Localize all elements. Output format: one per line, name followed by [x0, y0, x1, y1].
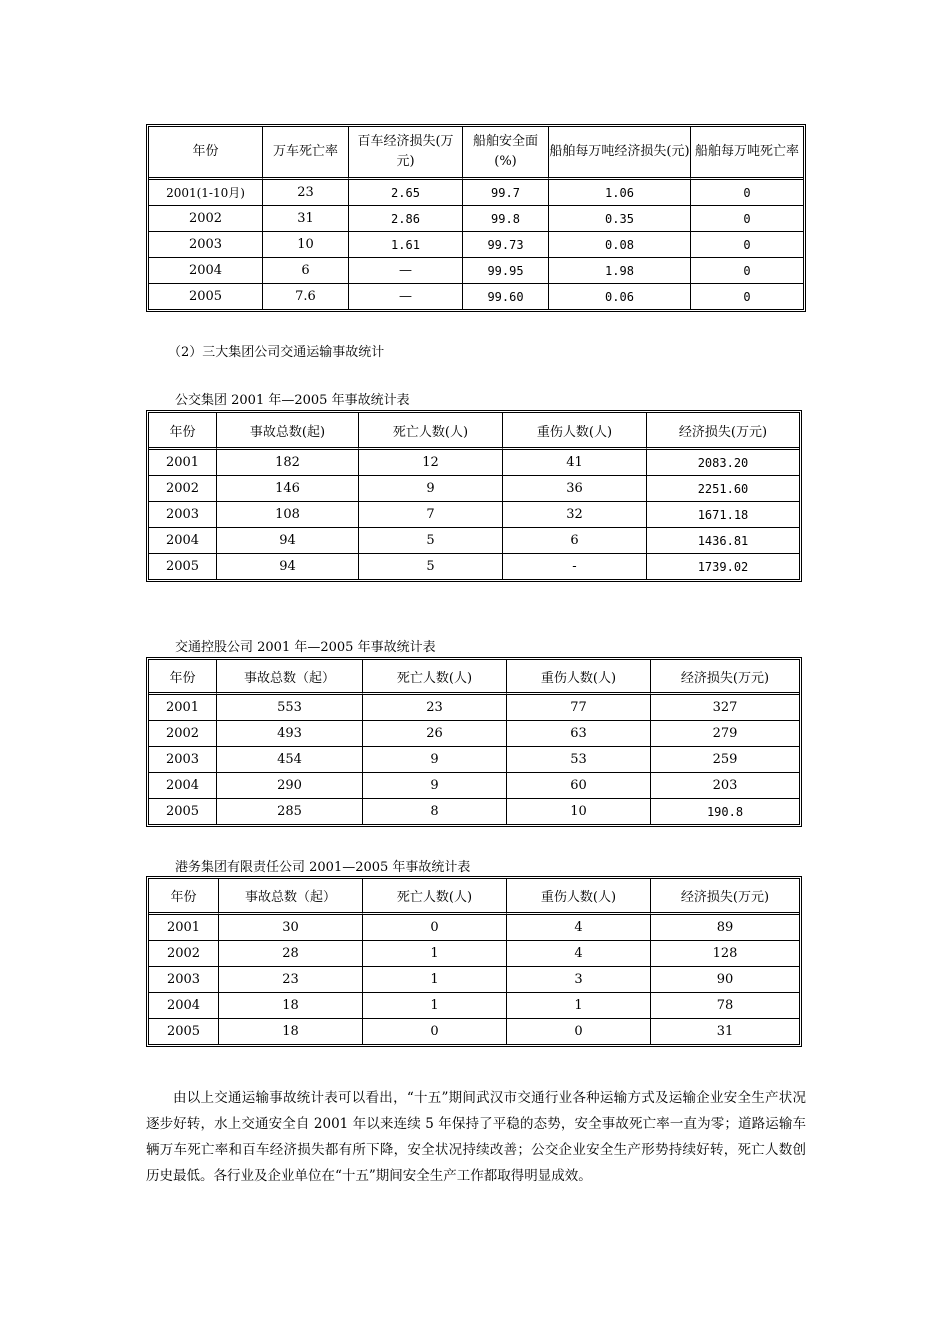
column-header: 事故总数（起） — [217, 660, 363, 695]
port-group-accident-table — [146, 876, 802, 1047]
table-cell: 99.60 — [463, 284, 549, 309]
table-row — [149, 941, 799, 967]
table-caption: 港务集团有限责任公司 2001—2005 年事故统计表 — [175, 860, 471, 875]
table-cell: 2005 — [149, 554, 217, 579]
table-cell: 2005 — [149, 1019, 219, 1044]
table-cell: 2001 — [149, 915, 219, 941]
table-cell: 259 — [651, 747, 799, 773]
table-row — [149, 284, 803, 309]
table-cell: 2004 — [149, 258, 263, 284]
table-row — [149, 747, 799, 773]
table-cell: 7 — [359, 502, 503, 528]
table-cell: 2251.60 — [647, 476, 799, 502]
column-header: 经济损失(万元) — [651, 660, 799, 695]
table-row — [149, 206, 803, 232]
table-cell: 5 — [359, 554, 503, 579]
table-cell: 10 — [263, 232, 349, 258]
table-cell: 1 — [507, 993, 651, 1019]
column-header: 万车死亡率 — [263, 127, 349, 180]
table-cell: - — [503, 554, 647, 579]
table-row — [149, 476, 799, 502]
table-cell: 182 — [217, 450, 359, 476]
table-cell: 2.65 — [349, 180, 463, 206]
table-cell: 18 — [219, 1019, 363, 1044]
table-cell: 0 — [691, 258, 803, 284]
table-cell: 8 — [363, 799, 507, 824]
table-cell: 1.06 — [549, 180, 691, 206]
table-cell: 89 — [651, 915, 799, 941]
table-cell: 31 — [716, 1024, 734, 1039]
table-header-row — [149, 660, 799, 695]
table-cell: 290 — [217, 773, 363, 799]
table-cell: 2004 — [149, 773, 217, 799]
table-cell: 553 — [217, 695, 363, 721]
table-row — [149, 799, 799, 824]
table-cell: 1 — [363, 941, 507, 967]
table-cell: 0 — [691, 206, 803, 232]
table-cell: 9 — [359, 476, 503, 502]
table-cell: 0 — [743, 289, 751, 304]
table-cell: 3 — [507, 967, 651, 993]
table-row — [149, 258, 803, 284]
column-header: 船舶每万吨死亡率 — [691, 127, 803, 180]
table-cell: 2.86 — [349, 206, 463, 232]
table-cell: 0 — [691, 232, 803, 258]
table-cell: 32 — [503, 502, 647, 528]
table-cell: 99.95 — [463, 258, 549, 284]
table-cell: 31 — [263, 206, 349, 232]
table-row — [149, 450, 799, 476]
table-header-row — [149, 879, 799, 915]
table-cell: 26 — [363, 721, 507, 747]
column-header: 百车经济损失(万元) — [349, 127, 463, 180]
table-cell: 2004 — [149, 528, 217, 554]
table-cell: 6 — [263, 258, 349, 284]
column-header: 年份 — [149, 413, 217, 450]
table-cell: 23 — [219, 967, 363, 993]
table-cell: 2001(1-10月) — [149, 180, 263, 206]
table-cell: 2002 — [149, 476, 217, 502]
table-cell: 77 — [507, 695, 651, 721]
table-cell: 2003 — [149, 747, 217, 773]
table-cell: 0 — [363, 915, 507, 941]
table-row — [149, 1019, 799, 1044]
table-row — [149, 232, 803, 258]
table-cell: 94 — [217, 528, 359, 554]
bus-group-accident-table — [146, 410, 802, 582]
table-cell: 7.6 — [263, 284, 349, 309]
table-cell: 4 — [507, 915, 651, 941]
column-header: 经济损失(万元) — [647, 413, 799, 450]
table-row — [149, 993, 799, 1019]
table-row — [149, 554, 799, 579]
table-header-row — [149, 413, 799, 450]
table-cell: 1.61 — [349, 232, 463, 258]
section-heading: （2）三大集团公司交通运输事故统计 — [168, 345, 385, 360]
table-cell: 454 — [217, 747, 363, 773]
table-cell: 53 — [507, 747, 651, 773]
table-cell: 23 — [263, 180, 349, 206]
table-cell: 1739.02 — [697, 559, 749, 574]
table-cell: 1436.81 — [647, 528, 799, 554]
table-cell: 60 — [507, 773, 651, 799]
table-cell: 36 — [503, 476, 647, 502]
table-cell: 18 — [219, 993, 363, 1019]
column-header: 事故总数(起) — [217, 413, 359, 450]
table-cell: 0 — [363, 1019, 507, 1044]
table-cell: 9 — [363, 747, 507, 773]
table-cell: 2083.20 — [647, 450, 799, 476]
table-cell: 128 — [651, 941, 799, 967]
table-cell: 0 — [507, 1019, 651, 1044]
table-cell: 2002 — [149, 206, 263, 232]
table-cell: 1 — [363, 993, 507, 1019]
table-cell: 0.08 — [549, 232, 691, 258]
table-cell: 1.98 — [549, 258, 691, 284]
table-cell: 0 — [691, 180, 803, 206]
conclusion-paragraph: 由以上交通运输事故统计表可以看出，“十五”期间武汉市交通行业各种运输方式及运输企业安全生产状况逐步好转，水上交通安全自 2001 年以来连续 5 年保持了平稳的态势，安全事故死亡率一直为零；道路运输车辆万车死亡率和百车经济损失都有所下降，安全状况持续改善；公交企业安全生产形势持续好转，死亡人数创历史最低。各行业及企业单位在“十五”期间安全生产工作都取得明显成效。 — [146, 1090, 806, 1184]
table-cell: 2005 — [149, 284, 263, 309]
table-cell: 6 — [503, 528, 647, 554]
table-cell: 12 — [359, 450, 503, 476]
table-cell: 0.06 — [549, 284, 691, 309]
table-cell: 2001 — [149, 450, 217, 476]
table-cell: 63 — [507, 721, 651, 747]
column-header: 重伤人数(人) — [503, 413, 647, 450]
table-row — [149, 180, 803, 206]
table-row — [149, 721, 799, 747]
traffic-safety-indicators-table — [146, 124, 806, 312]
table-cell: 2002 — [149, 941, 219, 967]
table-cell: 99.73 — [463, 232, 549, 258]
table-cell: 279 — [651, 721, 799, 747]
column-header: 船舶每万吨经济损失(元) — [549, 127, 691, 180]
table-cell: 9 — [363, 773, 507, 799]
table-cell: 146 — [217, 476, 359, 502]
table-cell: 0.35 — [549, 206, 691, 232]
table-header-row — [149, 127, 803, 180]
column-header: 死亡人数(人) — [363, 879, 507, 915]
table-cell: 99.7 — [463, 180, 549, 206]
table-cell: 23 — [363, 695, 507, 721]
column-header: 重伤人数(人) — [507, 660, 651, 695]
transport-holding-accident-table — [146, 657, 802, 827]
table-row — [149, 528, 799, 554]
table-cell: 2005 — [149, 799, 217, 824]
column-header: 重伤人数(人) — [507, 879, 651, 915]
column-header: 经济损失(万元) — [651, 879, 799, 915]
table-cell: 94 — [217, 554, 359, 579]
table-cell: 108 — [217, 502, 359, 528]
table-cell: 41 — [503, 450, 647, 476]
table-cell: 30 — [219, 915, 363, 941]
table-cell: 493 — [217, 721, 363, 747]
table-row — [149, 915, 799, 941]
table-caption: 交通控股公司 2001 年—2005 年事故统计表 — [175, 640, 436, 655]
table-cell: 190.8 — [706, 804, 744, 819]
table-cell: 28 — [219, 941, 363, 967]
table-cell: 10 — [507, 799, 651, 824]
column-header: 年份 — [149, 127, 263, 180]
table-cell: 5 — [359, 528, 503, 554]
table-cell: 1671.18 — [647, 502, 799, 528]
table-cell: 2003 — [149, 502, 217, 528]
table-row — [149, 502, 799, 528]
table-cell: — — [349, 258, 463, 284]
table-caption: 公交集团 2001 年—2005 年事故统计表 — [175, 393, 410, 408]
table-cell: 2003 — [149, 232, 263, 258]
table-cell: 327 — [651, 695, 799, 721]
table-row — [149, 773, 799, 799]
table-cell: 90 — [651, 967, 799, 993]
table-cell: 78 — [651, 993, 799, 1019]
table-row — [149, 695, 799, 721]
column-header: 年份 — [149, 660, 217, 695]
column-header: 年份 — [149, 879, 219, 915]
column-header: 船舶安全面(%) — [463, 127, 549, 180]
table-cell: 99.8 — [463, 206, 549, 232]
table-cell: — — [349, 284, 463, 309]
column-header: 死亡人数(人) — [363, 660, 507, 695]
table-cell: 2001 — [149, 695, 217, 721]
column-header: 事故总数（起） — [219, 879, 363, 915]
table-cell: 2002 — [149, 721, 217, 747]
column-header: 死亡人数(人) — [359, 413, 503, 450]
table-cell: 4 — [507, 941, 651, 967]
table-cell: 203 — [651, 773, 799, 799]
table-cell: 285 — [217, 799, 363, 824]
table-row — [149, 967, 799, 993]
table-cell: 2004 — [149, 993, 219, 1019]
table-cell: 2003 — [149, 967, 219, 993]
table-cell: 1 — [363, 967, 507, 993]
